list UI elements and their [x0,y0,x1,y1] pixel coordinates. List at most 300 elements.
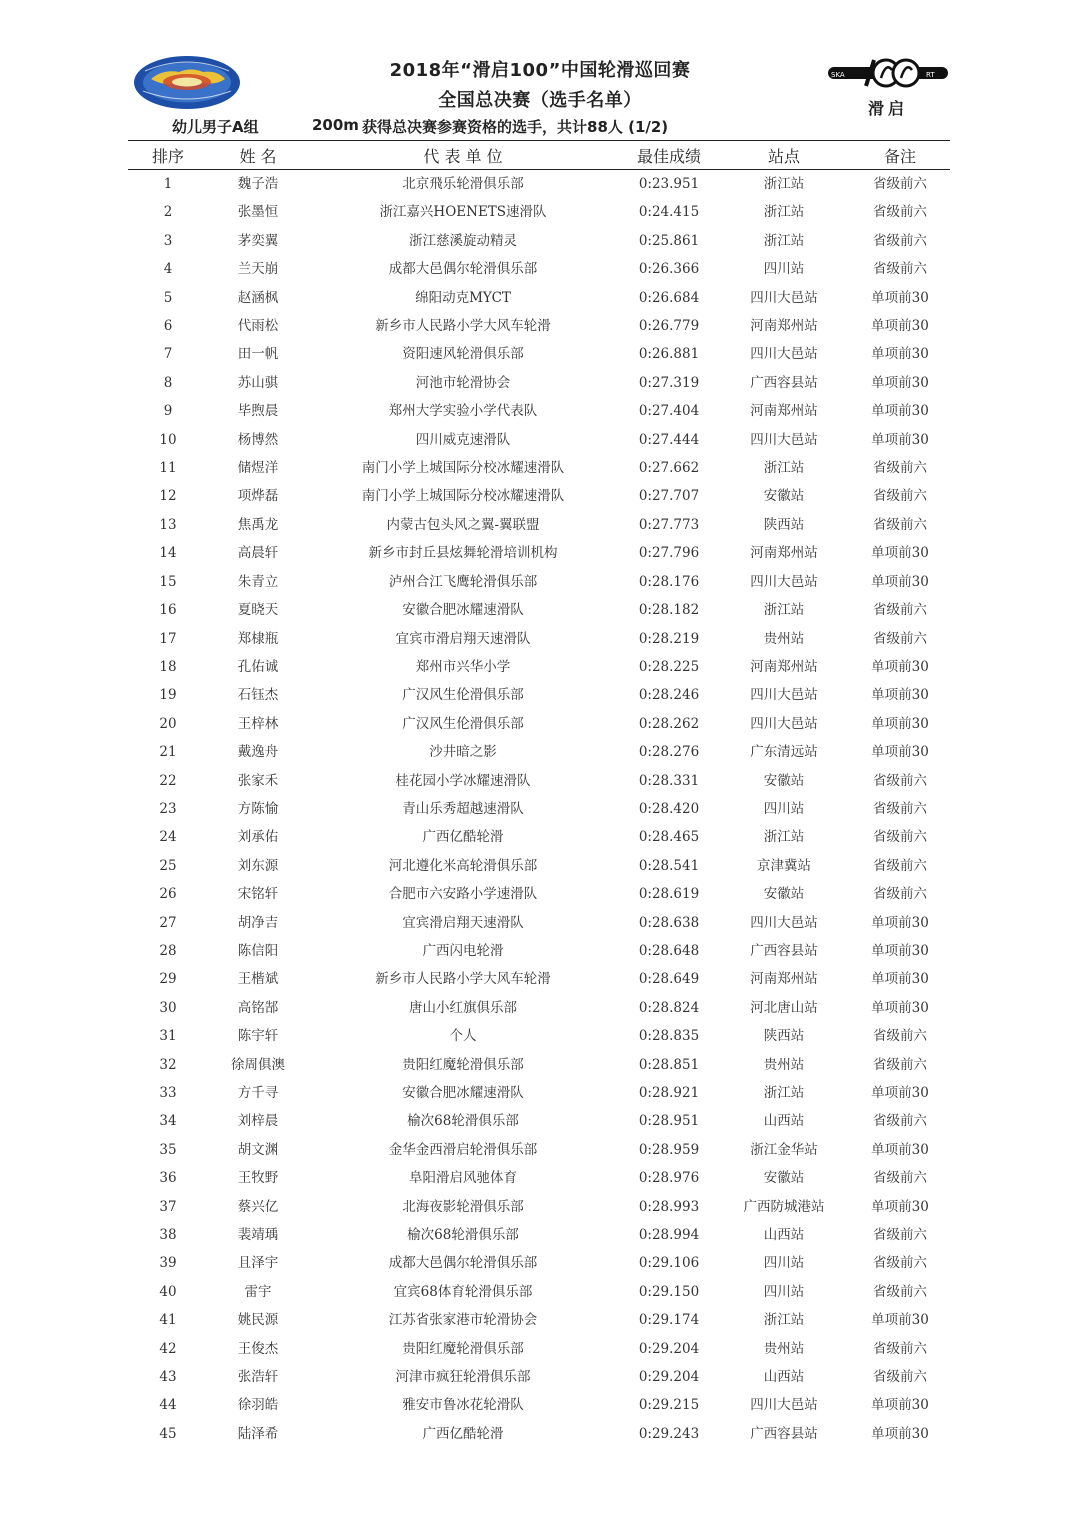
column-header-time: 最佳成绩 [636,147,701,166]
cell-time: 0:27.404 [638,403,700,420]
cell-rank: 9 [163,403,173,420]
results-table [128,170,950,1448]
cell-site: 贵州站 [763,1056,805,1073]
cell-time: 0:28.225 [638,658,700,675]
table-row [128,738,950,766]
cell-site: 广西防城港站 [743,1198,825,1215]
cell-name: 张家禾 [237,772,279,789]
table-row [128,965,950,993]
cell-unit: 新乡市人民路小学大风车轮滑 [375,318,551,335]
cell-time: 0:28.959 [638,1141,700,1158]
cell-name: 姚民源 [237,1312,279,1329]
table-row [128,255,950,283]
cell-name: 刘承佑 [237,829,279,846]
table-row [128,1022,950,1050]
cell-site: 安徽站 [763,488,805,505]
column-header-rank: 排序 [151,147,184,166]
cell-note: 单项前30 [871,715,929,732]
cell-unit: 内蒙古包头风之翼-翼联盟 [386,516,540,533]
cell-name: 夏晓天 [237,602,279,619]
cell-name: 王梓林 [237,715,279,732]
table-row [128,198,950,226]
cell-time: 0:26.366 [638,261,700,278]
cell-time: 0:28.176 [638,573,700,590]
cell-rank: 19 [159,687,177,704]
cell-rank: 34 [159,1113,177,1130]
cell-unit: 桂花园小学冰耀速滑队 [395,772,531,789]
cell-note: 单项前30 [871,289,929,306]
table-row [128,596,950,624]
cell-time: 0:27.707 [638,488,700,505]
cell-time: 0:28.262 [638,715,700,732]
cell-name: 王楷斌 [237,971,279,988]
cell-time: 0:27.773 [638,516,700,533]
cell-rank: 15 [159,573,177,590]
cell-unit: 郑州市兴华小学 [415,658,511,675]
cell-site: 浙江站 [763,1085,805,1101]
column-header-name: 姓 名 [239,147,277,166]
cell-time: 0:28.994 [638,1227,700,1244]
cell-note: 单项前30 [871,914,929,931]
cell-note: 单项前30 [871,687,929,704]
cell-time: 0:27.662 [638,460,700,477]
cell-note: 省级前六 [873,204,927,221]
cell-site: 四川站 [763,261,805,278]
qualification-description: 获得总决赛参赛资格的选手，共计88人 (1/2) [362,118,669,136]
cell-time: 0:28.921 [638,1085,700,1101]
table-row [128,1079,950,1107]
cell-rank: 30 [159,999,177,1016]
cell-site: 安徽站 [763,772,805,789]
cell-time: 0:29.106 [638,1255,700,1272]
cell-note: 省级前六 [873,772,927,789]
cell-rank: 23 [159,800,177,817]
cell-rank: 36 [159,1170,177,1187]
table-row [128,1164,950,1192]
cell-unit: 浙江慈溪旋动精灵 [409,232,517,249]
cell-site: 浙江站 [763,232,805,249]
table-row [128,994,950,1022]
cell-name: 赵涵枫 [237,289,279,306]
cell-site: 浙江站 [763,602,805,619]
cell-note: 单项前30 [871,1312,929,1329]
cell-rank: 35 [159,1141,177,1158]
table-row [128,397,950,425]
cell-time: 0:26.881 [638,346,700,363]
cell-unit: 沙井暗之影 [429,744,497,761]
table-row [128,710,950,738]
cell-unit: 榆次68轮滑俱乐部 [407,1113,519,1130]
cell-name: 陆泽希 [237,1425,279,1442]
cell-unit: 贵阳红魔轮滑俱乐部 [402,1056,524,1073]
table-row [128,1136,950,1164]
cell-site: 安徽站 [763,1170,805,1187]
table-row [128,1335,950,1363]
cell-name: 徐周俱澳 [231,1056,285,1073]
cell-note: 单项前30 [871,346,929,363]
cell-name: 代雨松 [237,318,279,335]
table-row [128,1420,950,1448]
cell-note: 单项前30 [871,942,929,959]
cell-site: 京津冀站 [757,857,811,874]
cell-unit: 个人 [449,1028,477,1045]
cell-rank: 42 [159,1340,177,1357]
cell-note: 单项前30 [871,658,929,675]
cell-site: 四川大邑站 [750,289,818,306]
table-row [128,1363,950,1391]
cell-unit: 成都大邑偶尔轮滑俱乐部 [388,261,538,278]
cell-name: 陈信阳 [237,942,279,959]
table-row [128,795,950,823]
table-row [128,880,950,908]
cell-unit: 河津市疯狂轮滑俱乐部 [395,1369,531,1386]
cell-name: 胡文渊 [237,1141,279,1158]
cell-name: 王俊杰 [237,1340,279,1357]
cell-name: 朱青立 [237,573,279,590]
cell-time: 0:28.246 [638,687,700,704]
cell-unit: 江苏省张家港市轮滑协会 [388,1312,538,1329]
cell-time: 0:28.951 [638,1113,700,1130]
table-row [128,454,950,482]
cell-time: 0:25.861 [638,232,700,249]
table-row [128,312,950,340]
cell-name: 苏山骐 [237,374,279,391]
cell-note: 单项前30 [871,403,929,420]
cell-time: 0:28.851 [638,1056,700,1073]
cell-name: 兰天崩 [237,261,279,278]
cell-name: 杨博然 [237,431,279,448]
cell-name: 陈宇轩 [237,1028,279,1045]
document-subtitle: 全国总决赛（选手名单） [438,90,642,111]
cell-rank: 40 [159,1283,177,1300]
cell-time: 0:23.951 [638,176,700,192]
cell-unit: 唐山小红旗俱乐部 [409,999,517,1016]
table-row [128,539,950,567]
cell-rank: 6 [163,318,173,335]
cell-name: 田一帆 [237,346,279,363]
cell-note: 单项前30 [871,1141,929,1158]
cell-name: 孔佑诚 [237,658,279,675]
table-row [128,1221,950,1249]
cell-site: 山西站 [763,1113,805,1130]
cell-time: 0:27.444 [638,431,700,448]
cell-unit: 青山乐秀超越速滑队 [402,800,524,817]
table-row [128,852,950,880]
cell-rank: 29 [159,971,177,988]
cell-rank: 11 [159,460,177,477]
cell-name: 刘东源 [237,857,279,874]
cell-note: 省级前六 [873,1255,927,1272]
column-header-site: 站点 [767,147,800,166]
cell-time: 0:29.215 [638,1397,700,1414]
cell-time: 0:28.420 [638,800,700,817]
cell-unit: 南门小学上城国际分校冰耀速滑队 [361,488,565,505]
svg-text:SKA: SKA [831,71,845,79]
cell-name: 储煜洋 [237,460,279,477]
cell-note: 省级前六 [873,857,927,874]
cell-name: 郑棣瓶 [237,630,279,647]
cell-rank: 43 [159,1369,177,1386]
cell-unit: 资阳速风轮滑俱乐部 [402,346,524,363]
cell-note: 单项前30 [871,573,929,590]
table-row [128,653,950,681]
cell-time: 0:28.182 [638,602,700,619]
cell-rank: 1 [163,176,173,192]
cell-rank: 44 [159,1397,177,1414]
cell-time: 0:28.331 [638,772,700,789]
cell-note: 单项前30 [871,374,929,391]
table-row [128,1391,950,1419]
cell-site: 山西站 [763,1369,805,1386]
cell-site: 贵州站 [763,630,805,647]
group-label: 幼儿男子A组 [172,118,259,136]
table-row [128,909,950,937]
cell-rank: 26 [159,886,177,903]
cell-time: 0:29.204 [638,1369,700,1386]
cell-time: 0:28.993 [638,1198,700,1215]
svg-text:RT: RT [926,71,935,79]
cell-note: 省级前六 [873,1170,927,1187]
cell-unit: 南门小学上城国际分校冰耀速滑队 [361,460,565,477]
cell-site: 广西容县站 [750,374,818,391]
cell-note: 单项前30 [871,999,929,1016]
cell-time: 0:28.638 [638,914,700,931]
cell-site: 浙江金华站 [750,1141,818,1158]
table-row [128,767,950,795]
cell-time: 0:28.824 [638,999,700,1016]
cell-rank: 45 [159,1425,177,1442]
table-row [128,823,950,851]
table-row [128,568,950,596]
cell-note: 省级前六 [873,261,927,278]
table-row [128,482,950,510]
cell-name: 毕煦晨 [237,403,279,420]
cell-note: 省级前六 [873,1028,927,1045]
cell-site: 四川大邑站 [750,715,818,732]
cell-name: 胡净吉 [237,914,279,931]
table-row [128,1051,950,1079]
cell-rank: 20 [159,715,177,732]
cell-note: 省级前六 [873,630,927,647]
cell-rank: 2 [163,204,173,221]
cell-note: 省级前六 [873,1113,927,1130]
cell-unit: 广西闪电轮滑 [422,942,504,959]
cell-site: 浙江站 [763,204,805,221]
cell-time: 0:29.150 [638,1283,700,1300]
cell-note: 单项前30 [871,1085,929,1101]
cell-site: 四川大邑站 [750,573,818,590]
cell-site: 四川大邑站 [750,914,818,931]
cell-unit: 雅安市鲁冰花轮滑队 [402,1397,524,1414]
cell-site: 浙江站 [763,460,805,477]
cell-site: 河南郑州站 [750,403,818,420]
cell-unit: 浙江嘉兴HOENETS速滑队 [379,204,547,221]
cell-unit: 北海夜影轮滑俱乐部 [402,1198,524,1215]
table-row [128,937,950,965]
cell-rank: 10 [159,431,177,448]
cell-unit: 宜宾68体育轮滑俱乐部 [393,1283,533,1300]
cell-unit: 合肥市六安路小学速滑队 [388,886,538,903]
cell-rank: 13 [159,516,177,533]
cell-note: 省级前六 [873,886,927,903]
cell-unit: 阜阳滑启风驰体育 [409,1170,517,1187]
cell-note: 省级前六 [873,488,927,505]
cell-note: 单项前30 [871,1397,929,1414]
cell-note: 省级前六 [873,602,927,619]
table-row [128,1249,950,1277]
cell-site: 山西站 [763,1227,805,1244]
cell-site: 四川大邑站 [750,687,818,704]
cell-unit: 广汉风生伦滑俱乐部 [402,715,524,732]
cell-site: 河北唐山站 [750,999,818,1016]
cell-rank: 4 [163,261,173,278]
table-row [128,1278,950,1306]
table-row [128,369,950,397]
cell-unit: 宜宾市滑启翔天速滑队 [395,630,531,647]
cell-name: 王牧野 [237,1170,279,1187]
cell-rank: 3 [163,232,173,249]
header-rule [128,140,950,141]
cell-rank: 31 [159,1028,177,1045]
column-header-note: 备注 [883,147,916,166]
document-title: 2018年“滑启100”中国轮滑巡回赛 [389,60,691,81]
skatestart-chinese-name: 滑启 [867,99,908,118]
cell-unit: 北京飛乐轮滑俱乐部 [402,176,524,192]
cell-unit: 广西亿酷轮滑 [422,829,504,846]
cell-note: 单项前30 [871,1425,929,1442]
cell-rank: 25 [159,857,177,874]
cell-rank: 16 [159,602,177,619]
cell-rank: 5 [163,289,173,306]
table-row [128,1193,950,1221]
column-header-unit: 代 表 单 位 [423,147,503,166]
cell-site: 浙江站 [763,1312,805,1329]
cell-name: 魏子浩 [237,176,279,192]
cell-name: 石钰杰 [237,687,279,704]
cell-rank: 8 [163,374,173,391]
cell-rank: 41 [159,1312,177,1329]
cell-rank: 12 [159,488,177,505]
cell-time: 0:29.204 [638,1340,700,1357]
cell-name: 焦禹龙 [237,516,279,533]
cell-rank: 37 [159,1198,177,1215]
table-row [128,511,950,539]
table-row [128,625,950,653]
cell-rank: 32 [159,1056,177,1073]
cell-unit: 新乡市封丘县炫舞轮滑培训机构 [368,545,558,562]
table-row [128,426,950,454]
cell-unit: 郑州大学实验小学代表队 [388,403,538,420]
cell-time: 0:28.219 [638,630,700,647]
table-row [128,1107,950,1135]
cell-name: 张墨恒 [237,204,279,221]
cell-time: 0:28.649 [638,971,700,988]
cell-unit: 新乡市人民路小学大风车轮滑 [375,971,551,988]
cell-time: 0:28.465 [638,829,700,846]
table-row [128,340,950,368]
cell-time: 0:28.276 [638,744,700,761]
cell-time: 0:28.619 [638,886,700,903]
cell-site: 河南郑州站 [750,318,818,335]
cell-time: 0:29.243 [638,1425,700,1442]
cell-site: 河南郑州站 [750,658,818,675]
cell-time: 0:28.648 [638,942,700,959]
cell-unit: 绵阳动克MYCT [415,289,511,306]
cell-site: 浙江站 [763,176,805,192]
cell-rank: 14 [159,545,177,562]
cell-rank: 33 [159,1085,177,1101]
cell-site: 浙江站 [763,829,805,846]
cell-name: 戴逸舟 [237,744,279,761]
cell-time: 0:28.835 [638,1028,700,1045]
cell-time: 0:24.415 [638,204,700,221]
cell-time: 0:29.174 [638,1312,700,1329]
cell-site: 广东清远站 [750,744,818,761]
cell-name: 茅奕翼 [237,232,279,249]
cell-note: 省级前六 [873,1056,927,1073]
cell-name: 高铭郜 [237,999,279,1016]
cell-site: 四川大邑站 [750,1397,818,1414]
cell-note: 单项前30 [871,545,929,562]
cell-name: 项烨磊 [237,488,279,505]
cell-name: 蔡兴亿 [237,1198,279,1215]
cell-rank: 28 [159,942,177,959]
cell-site: 安徽站 [763,886,805,903]
cell-rank: 39 [159,1255,177,1272]
cell-time: 0:26.684 [638,289,700,306]
cell-site: 四川站 [763,800,805,817]
cell-note: 省级前六 [873,1227,927,1244]
cell-note: 单项前30 [871,431,929,448]
cell-time: 0:27.796 [638,545,700,562]
table-row [128,1306,950,1334]
cell-name: 裴靖瑀 [237,1227,279,1244]
cell-name: 雷宇 [244,1283,272,1300]
cell-note: 单项前30 [871,1198,929,1215]
table-row [128,227,950,255]
cell-site: 河南郑州站 [750,545,818,562]
cell-unit: 河北遵化米高轮滑俱乐部 [388,857,538,874]
cell-note: 省级前六 [873,800,927,817]
cell-unit: 贵阳红魔轮滑俱乐部 [402,1340,524,1357]
cell-name: 方千寻 [237,1085,279,1101]
cell-unit: 安徽合肥冰耀速滑队 [402,1085,524,1101]
cell-rank: 27 [159,914,177,931]
cell-unit: 广西亿酷轮滑 [422,1425,504,1442]
cell-note: 单项前30 [871,744,929,761]
cell-rank: 21 [159,744,177,761]
cell-name: 刘梓晨 [237,1113,279,1130]
cell-note: 省级前六 [873,516,927,533]
cell-note: 省级前六 [873,829,927,846]
cell-note: 省级前六 [873,176,927,192]
cell-unit: 广汉风生伦滑俱乐部 [402,687,524,704]
cell-unit: 四川威克速滑队 [415,431,511,448]
cell-rank: 17 [159,630,177,647]
cell-unit: 宜宾滑启翔天速滑队 [402,914,524,931]
cell-note: 省级前六 [873,1340,927,1357]
cell-unit: 榆次68轮滑俱乐部 [407,1227,519,1244]
cell-rank: 22 [159,772,177,789]
cell-site: 四川站 [763,1283,805,1300]
cell-unit: 泸州合江飞鹰轮滑俱乐部 [388,573,538,590]
cell-unit: 安徽合肥冰耀速滑队 [402,602,524,619]
table-row [128,284,950,312]
cell-name: 且泽宇 [237,1255,279,1272]
cell-name: 宋铭轩 [237,886,279,903]
cell-unit: 河池市轮滑协会 [415,374,511,391]
cell-time: 0:28.976 [638,1170,700,1187]
